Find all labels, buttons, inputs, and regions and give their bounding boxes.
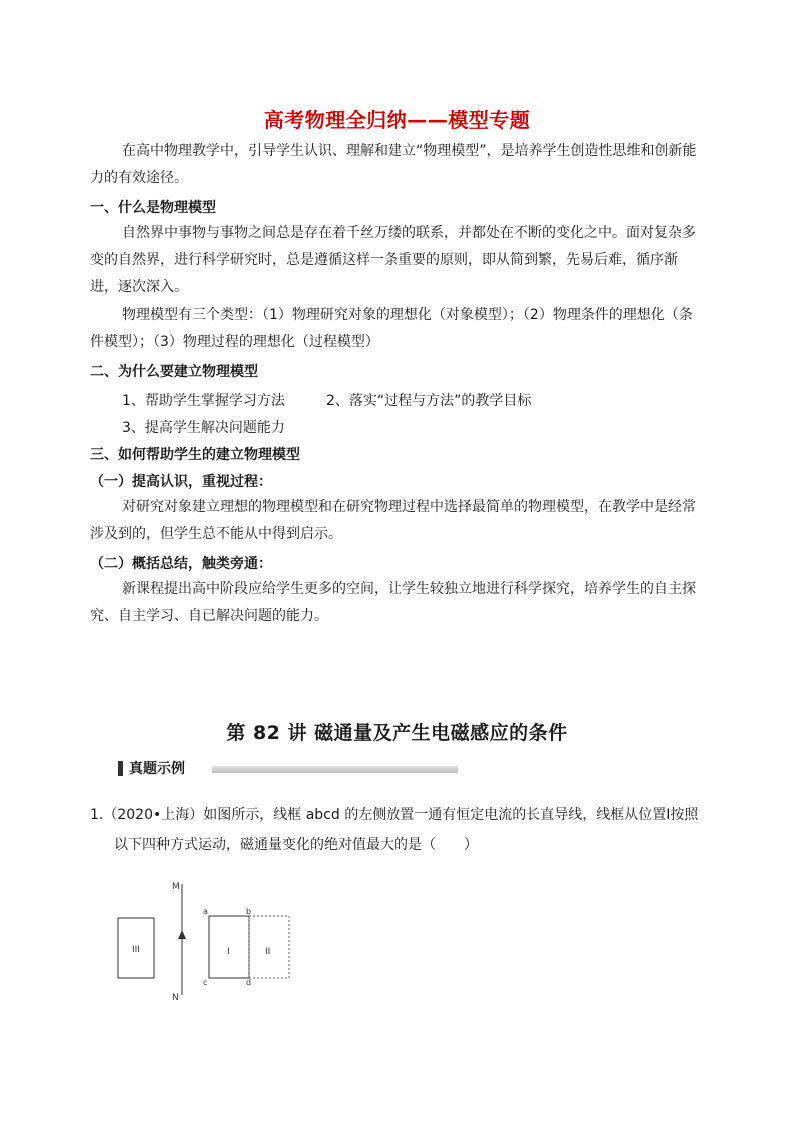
banner-underline [212, 766, 458, 773]
current-arrow-icon [178, 930, 186, 939]
banner-bar-icon [118, 761, 123, 776]
corner-label-d: d [246, 978, 252, 987]
loop-I-label: I [227, 947, 230, 957]
section-3-sub-2: （二）概括总结，触类旁通： [90, 556, 272, 572]
wire-label-N: N [172, 993, 179, 1003]
section-3-sub-1: （一）提高认识，重视过程： [90, 474, 272, 490]
document-title: 高考物理全归纳——模型专题 [263, 108, 531, 132]
corner-label-c: c [203, 978, 208, 987]
question-1-line-1: 1.（2020•上海）如图所示，线框 abcd 的左侧放置一通有恒定电流的长直导线，线框从位置Ⅰ按照 [90, 807, 699, 823]
section-2-item-3: 3、提高学生解决问题能力 [122, 420, 285, 436]
section-3-sub-1-paragraph: 对研究对象建立理想的物理模型和在研究物理过程中选择最简单的物理模型，在教学中是经常涉及到的，但学生总不能从中得到启示。 [90, 499, 696, 542]
section-1-heading: 一、什么是物理模型 [90, 200, 216, 216]
corner-label-b: b [246, 907, 252, 916]
question-1 [90, 800, 710, 860]
banner-label: 真题示例 [129, 761, 185, 777]
section-banner [118, 758, 185, 778]
loop-III-label: III [132, 945, 140, 955]
question-1-line-2: 以下四种方式运动，磁通量变化的绝对值最大的是（ ） [114, 837, 478, 853]
wire-label-M: M [172, 882, 180, 892]
loop-II-label: II [265, 947, 271, 957]
section-2-item-2: 2、落实“过程与方法”的教学目标 [326, 393, 532, 409]
section-1-paragraph-1: 自然界中事物与事物之间总是存在着千丝万缕的联系，并都处在不断的变化之中。面对复杂多变的自然界，进行科学研究时，总是遵循这样一条重要的原则，即从简到繁，先易后难，循序渐进，逐次深入。 [90, 225, 696, 295]
lecture-title: 第 82 讲 磁通量及产生电磁感应的条件 [226, 722, 568, 744]
question-figure [110, 872, 310, 1007]
section-3-heading: 三、如何帮助学生的建立物理模型 [90, 447, 300, 463]
section-1-paragraph-2: 物理模型有三个类型：（1）物理研究对象的理想化（对象模型）；（2）物理条件的理想化（条件模型）；（3）物理过程的理想化（过程模型） [90, 307, 693, 350]
corner-label-a: a [203, 907, 208, 916]
intro-paragraph: 在高中物理教学中，引导学生认识、理解和建立“物理模型”，是培养学生创造性思维和创新能力的有效途径。 [90, 143, 697, 186]
section-2-item-1: 1、帮助学生掌握学习方法 [122, 393, 285, 409]
section-3-sub-2-paragraph: 新课程提出高中阶段应给学生更多的空间，让学生较独立地进行科学探究，培养学生的自主探究、自主学习、自已解决问题的能力。 [90, 581, 696, 624]
section-2-heading: 二、为什么要建立物理模型 [90, 364, 258, 380]
